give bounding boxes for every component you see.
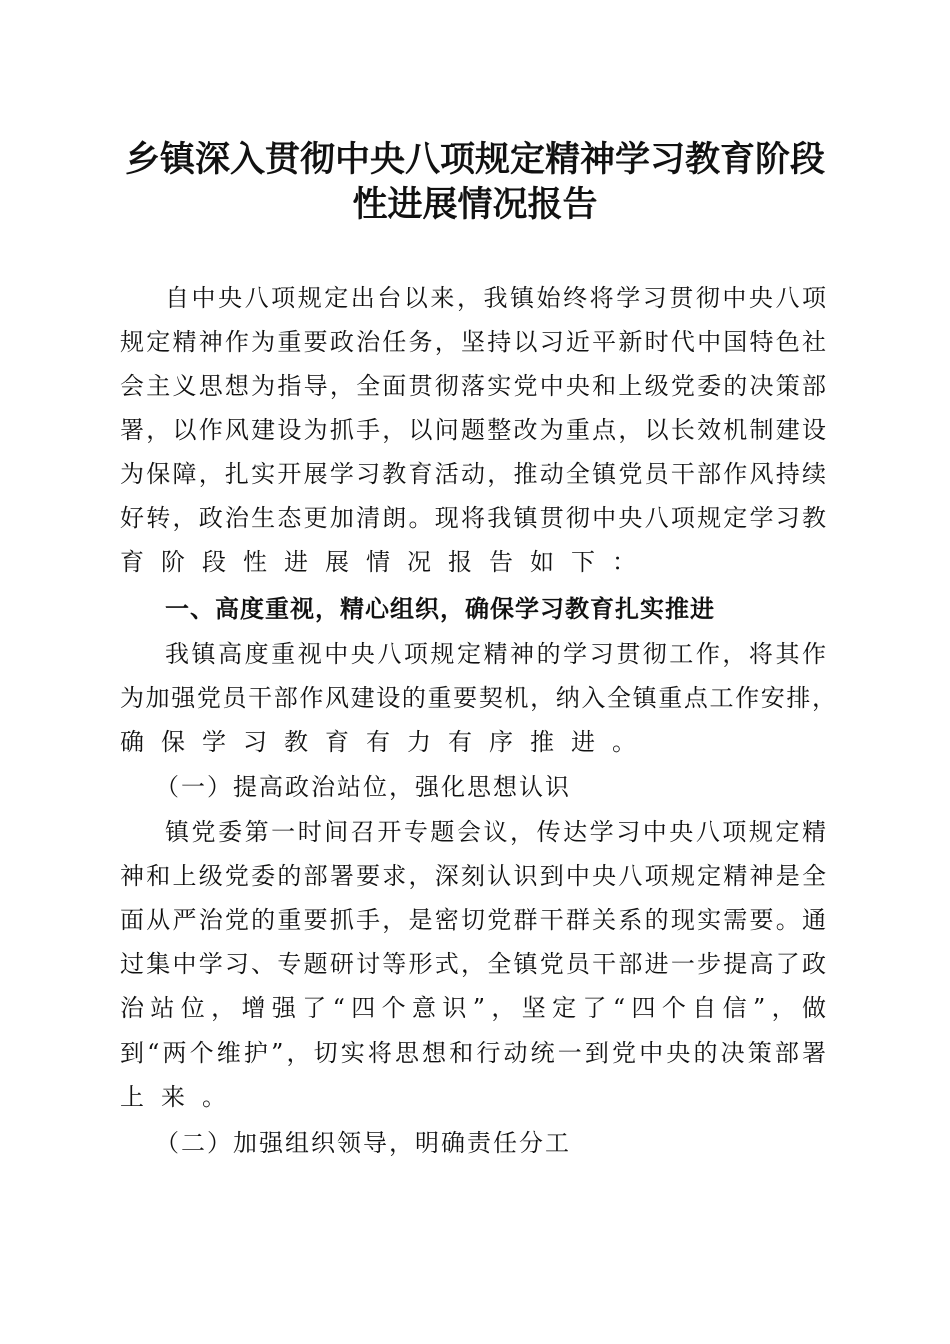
paragraph-line: 署，以作风建设为抓手，以问题整改为重点，以长效机制建设 [120, 416, 826, 444]
paragraph-line: 自中央八项规定出台以来，我镇始终将学习贯彻中央八项 [165, 284, 826, 312]
paragraph-line: 面从严治党的重要抓手，是密切党群干群关系的现实需要。通 [120, 906, 826, 934]
paragraph-line: 为加强党员干部作风建设的重要契机，纳入全镇重点工作安排， [120, 684, 836, 712]
subsection-heading-2: （二）加强组织领导，明确责任分工 [155, 1129, 571, 1157]
paragraph-line: 上来。 [120, 1083, 243, 1111]
paragraph-line: 镇党委第一时间召开专题会议，传达学习中央八项规定精 [165, 818, 826, 846]
paragraph-line: 神和上级党委的部署要求，深刻认识到中央八项规定精神是全 [120, 862, 826, 890]
paragraph-line: 会主义思想为指导，全面贯彻落实党中央和上级党委的决策部 [120, 372, 826, 400]
paragraph-line: 育阶段性进展情况报告如下： [120, 548, 653, 576]
paragraph-line: 我镇高度重视中央八项规定精神的学习贯彻工作，将其作 [165, 640, 826, 668]
section-heading-1: 一、高度重视，精心组织，确保学习教育扎实推进 [165, 595, 715, 623]
paragraph-line: 为保障，扎实开展学习教育活动，推动全镇党员干部作风持续 [120, 460, 826, 488]
paragraph-line: 确保学习教育有力有序推进。 [120, 728, 653, 756]
subsection-heading-1: （一）提高政治站位，强化思想认识 [155, 773, 571, 801]
paragraph-line: 治站位，增强了“四个意识”，坚定了“四个自信”，做 [120, 994, 826, 1022]
paragraph-line: 规定精神作为重要政治任务，坚持以习近平新时代中国特色社 [120, 328, 826, 356]
paragraph-line: 到“两个维护”，切实将思想和行动统一到党中央的决策部署 [120, 1039, 826, 1067]
document-title-line-1: 乡镇深入贯彻中央八项规定精神学习教育阶段 [124, 140, 825, 180]
document-title-line-2: 性进展情况报告 [352, 185, 598, 225]
paragraph-line: 好转，政治生态更加清朗。现将我镇贯彻中央八项规定学习教 [120, 504, 826, 532]
paragraph-line: 过集中学习、专题研讨等形式，全镇党员干部进一步提高了政 [120, 950, 826, 978]
